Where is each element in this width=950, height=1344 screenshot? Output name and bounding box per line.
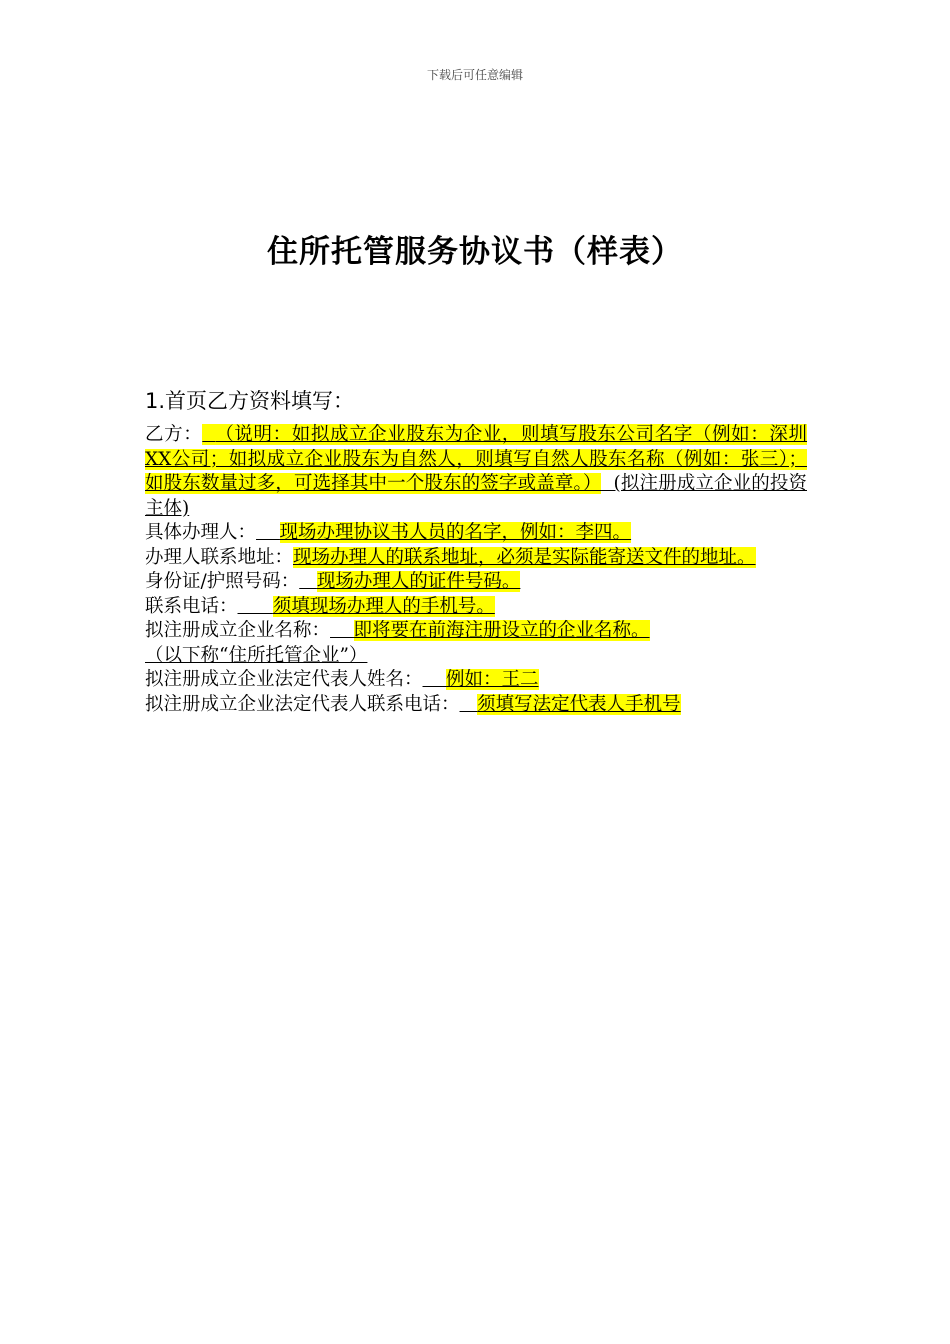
field-party-b (145, 423, 807, 521)
field-handler-address (145, 546, 807, 571)
field-id-number-label: 身份证/护照号码： (145, 571, 300, 592)
field-legal-rep-name-gap (423, 669, 447, 690)
field-legal-rep-phone-label: 拟注册成立企业法定代表人联系电话： (145, 693, 460, 715)
field-legal-rep-name-label: 拟注册成立企业法定代表人姓名： (145, 669, 423, 690)
document-title: 住所托管服务协议书（样表） (267, 234, 683, 270)
field-handler-label: 具体办理人： (145, 522, 257, 543)
field-legal-rep-name (145, 668, 807, 693)
field-legal-rep-phone (145, 693, 807, 718)
field-phone-value[interactable]: 须填现场办理人的手机号。 (272, 595, 495, 617)
field-company-name-note (145, 644, 807, 669)
field-handler (145, 521, 807, 546)
field-handler-value[interactable]: 现场办理协议书人员的名字，例如：李四。 (279, 522, 632, 543)
field-id-number-value[interactable]: 现场办理人的证件号码。 (316, 571, 521, 592)
field-party-b-label: 乙方： (145, 424, 203, 445)
field-party-b-gap (202, 424, 215, 445)
field-company-name-note-text: （以下称“住所托管企业”） (145, 644, 368, 666)
field-legal-rep-phone-value[interactable]: 须填写法定代表人手机号 (477, 693, 681, 715)
field-party-b-suffix: (拟注册成立企业的投资主体) (145, 473, 807, 519)
field-id-number-gap (299, 571, 317, 592)
field-company-name-label: 拟注册成立企业名称： (145, 620, 331, 641)
field-handler-gap (256, 522, 280, 543)
field-phone (145, 595, 807, 620)
field-party-b-value[interactable]: （说明：如拟成立企业股东为企业，则填写股东公司名字（例如：深圳XX公司；如拟成立企业股东为自然人，则填写自然人股东名称（例如：张三）；如股东数量过多，可选择其中一个股东的签字或盖章。） (145, 424, 807, 494)
field-phone-label: 联系电话： (145, 595, 238, 617)
field-legal-rep-phone-gap (460, 694, 478, 715)
field-company-name-value[interactable]: 即将要在前海注册设立的企业名称。 (353, 620, 650, 641)
field-handler-address-label: 办理人联系地址： (145, 546, 294, 568)
field-company-name-gap (330, 620, 354, 641)
field-handler-address-value[interactable]: 现场办理人的联系地址，必须是实际能寄送文件的地址。 (293, 546, 756, 568)
section-heading: 1.首页乙方资料填写： (145, 389, 355, 413)
form-block (145, 423, 807, 717)
field-id-number (145, 570, 807, 595)
field-phone-gap (238, 596, 273, 617)
field-legal-rep-name-value[interactable]: 例如：王二 (446, 669, 539, 690)
field-company-name (145, 619, 807, 644)
header-note: 下载后可任意编辑 (426, 68, 523, 82)
